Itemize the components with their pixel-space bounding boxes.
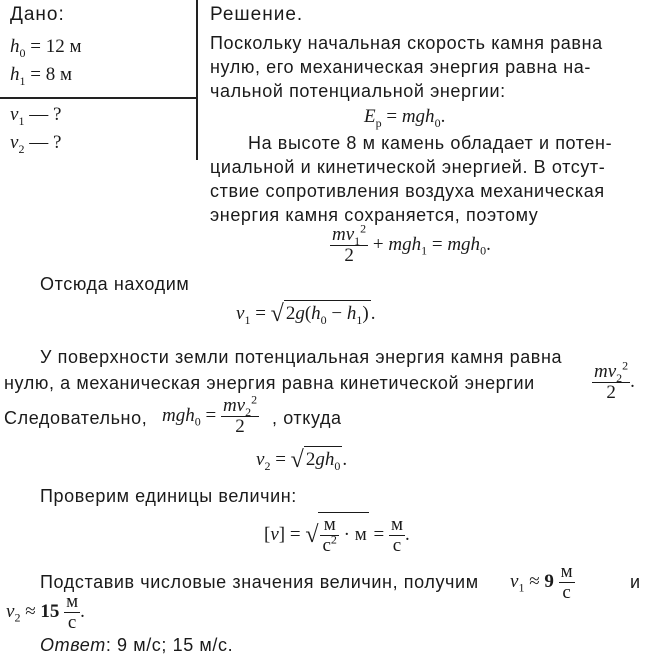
solution-p7-and: и [630,572,641,592]
equation-energy-conservation: $\frac{mv_1^2}{2}$ + mgh$_1$ = mgh$_0$. [332,221,491,266]
find-v1: $v_1$ — ? [10,104,62,128]
solution-p2-line1: На высоте 8 м камень обладает и потен- [248,133,613,153]
given-title: Дано: [10,4,65,25]
solution-p4-line1: У поверхности земли потенциальная энергия камня равна [40,347,563,367]
answer-label: Ответ [40,635,106,655]
equation-potential-energy: $E_р = mgh_0$. [364,106,446,130]
solution-title: Решение. [210,4,304,25]
find-v2: $v_2$ — ? [10,132,62,156]
given-h1: $h_1 = 8$ м [10,64,72,88]
given-divider [0,97,196,99]
given-h0: $h_0 = 12$ м [10,36,82,60]
solution-p2-line2: циальной и кинетической энергией. В отсут- [210,157,606,177]
equation-units: [v] = √ $\frac{м}{с^2}$ · м = $\frac{м}{с}$ . [264,514,410,556]
solution-p4-line2: нулю, а механическая энергия равна кинетической энергии [4,373,535,393]
answer-value: : 9 м/с; 15 м/с. [105,635,234,655]
given-vertical-rule [196,0,198,160]
solution-p5-start: Следовательно, [4,408,148,428]
solution-p1-line1: Поскольку начальная скорость камня равна [210,33,603,53]
solution-p5-end: , откуда [272,408,342,428]
solution-p2-line3: ствие сопротивления воздуха механическая [210,181,605,201]
solution-p2-line4: энергия камня сохраняется, поэтому [210,205,539,225]
solution-p3: Отсюда находим [40,274,190,294]
equation-mgh0-kinetic: mgh$_0$ = $\frac{mv_2^2}{2}$ [162,392,258,437]
solution-p1-line2: нулю, его механическая энергия равна на- [210,57,591,77]
solution-p6: Проверим единицы величин: [40,486,297,506]
result-v2: $v_2 \approx 15$ $\frac{м}{с}$ . [6,591,85,633]
result-v1: $v_1 \approx 9$ $\frac{м}{с}$ [510,561,573,603]
solution-p1-line3: чальной потенциальной энергии: [210,81,506,101]
fraction-kinetic-v2: $\frac{mv_2^2}{2}$ . [594,358,635,403]
equation-v1: $v_1$ = √ $2g(h_0 - h_1)$ . [236,301,376,327]
answer [40,634,233,656]
solution-p7-start: Подставив числовые значения величин, получим [40,572,479,592]
equation-v2: $v_2$ = √ $2gh_0$ . [256,447,348,473]
